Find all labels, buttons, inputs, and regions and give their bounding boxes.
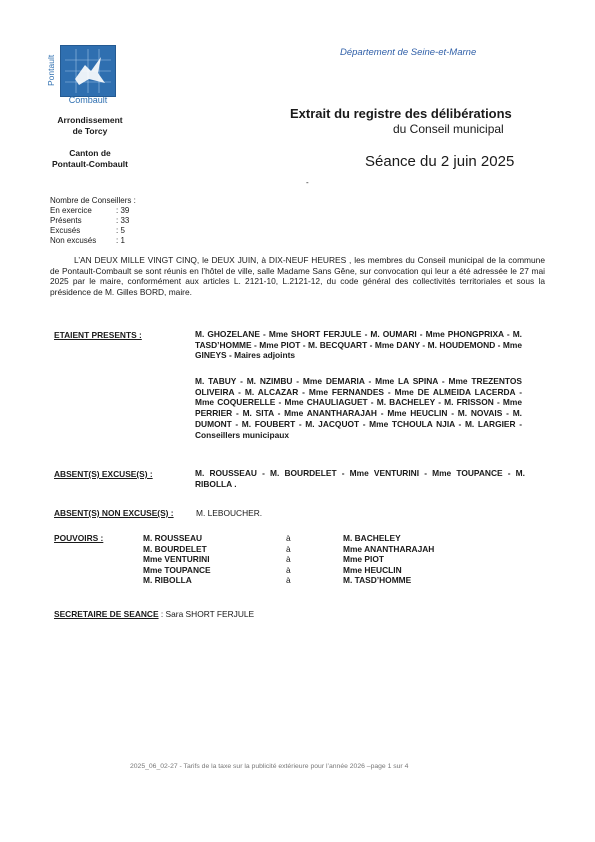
logo-emblem bbox=[60, 45, 116, 97]
pouvoir-row: M. ROUSSEAU à M. BACHELEY bbox=[143, 533, 401, 543]
pouvoirs-label: POUVOIRS : bbox=[54, 533, 104, 543]
seance-date: Séance du 2 juin 2025 bbox=[365, 153, 515, 170]
count-row: Non excusés : 1 bbox=[50, 236, 125, 245]
page-footer: 2025_06_02-27 - Tarifs de la taxe sur la publicité extérieure pour l’année 2026 –page 1 sur 4 bbox=[130, 763, 409, 770]
presents-adjoints: M. GHOZELANE - Mme SHORT FERJULE - M. OUMARI - Mme PHONGPRIXA - M. TASD’HOMME - Mme PIOT - M. BECQUART - Mme DANY - M. HOUDEMOND - Mme GINEYS - Maires adjoints bbox=[195, 329, 522, 361]
bird-emblem-icon bbox=[65, 49, 111, 93]
counts-title: Nombre de Conseillers : bbox=[50, 196, 136, 205]
pouvoir-row: Mme TOUPANCE à Mme HEUCLIN bbox=[143, 564, 402, 575]
count-row: Présents : 33 bbox=[50, 216, 130, 225]
extrait-title: Extrait du registre des délibérations bbox=[290, 106, 512, 121]
pouvoir-row: M. BOURDELET à Mme ANANTHARAJAH bbox=[143, 543, 435, 554]
excuses-label: ABSENT(S) EXCUSE(S) : bbox=[54, 469, 153, 479]
non-excuses-label: ABSENT(S) NON EXCUSE(S) : bbox=[54, 508, 174, 518]
arrondissement-line-1: Arrondissement bbox=[57, 115, 123, 125]
canton-line-1: Canton de bbox=[69, 148, 111, 158]
intro-paragraph: L’AN DEUX MILLE VINGT CINQ, le DEUX JUIN, à DIX-NEUF HEURES , les membres du Conseil municipal de la commune de Pontault-Combault se sont réunis en l’hôtel de ville, salle Madame Sans Gêne, sur convocation qui leur a été adressée le 27 mai 2025 par le maire, conformément aux articles L. 2121-10, L.2121-12, du code général des collectivités territoriales et sous la présidence de M. Gilles BORD, maire. bbox=[50, 255, 545, 297]
canton-line-2: Pontault-Combault bbox=[51, 159, 129, 169]
count-row: En exercice : 39 bbox=[50, 206, 130, 215]
secretaire-label: SECRETAIRE DE SEANCE bbox=[54, 609, 159, 619]
pouvoir-row: Mme VENTURINI à Mme PIOT bbox=[143, 554, 384, 564]
non-excuses-text: M. LEBOUCHER. bbox=[196, 508, 263, 518]
conseil-subtitle: du Conseil municipal bbox=[393, 122, 504, 136]
city-logo bbox=[44, 45, 120, 109]
secretaire-line bbox=[54, 609, 254, 619]
presents-conseillers: M. TABUY - M. NZIMBU - Mme DEMARIA - Mme LA SPINA - Mme TREZENTOS OLIVEIRA - M. ALCAZAR - Mme FERNANDES - Mme DE ALMEIDA LACERDA - Mme COQUERELLE - Mme CHAULIAGUET - M. BACHELEY - M. FRISSON - Mme PERRIER - M. SITA - Mme ANANTHARAJAH - Mme HEUCLIN - M. NOVAIS - M. DUMONT - M. FOUBERT - M. JACQUOT - Mme TCHOULA NJIA - M. LARGIER - Conseillers municipaux bbox=[195, 376, 522, 440]
logo-side-text: Pontault bbox=[46, 54, 56, 86]
logo-bottom-text: Combault bbox=[68, 95, 108, 105]
count-row: Excusés : 5 bbox=[50, 226, 125, 235]
canton-block bbox=[40, 148, 140, 170]
pouvoirs-table bbox=[143, 533, 434, 586]
arrondissement-line-2: de Torcy bbox=[72, 126, 108, 136]
pouvoir-row: M. RIBOLLA à M. TASD’HOMME bbox=[143, 575, 412, 585]
presents-label: ETAIENT PRESENTS : bbox=[54, 330, 142, 340]
excuses-text: M. ROUSSEAU - M. BOURDELET - Mme VENTURINI - Mme TOUPANCE - M. RIBOLLA . bbox=[195, 468, 525, 489]
separator-dash: - bbox=[306, 178, 309, 187]
secretaire-value: : Sara SHORT FERJULE bbox=[158, 609, 255, 619]
conseillers-count bbox=[50, 196, 136, 246]
departement-label: Département de Seine-et-Marne bbox=[340, 47, 477, 58]
arrondissement-block bbox=[40, 115, 140, 137]
